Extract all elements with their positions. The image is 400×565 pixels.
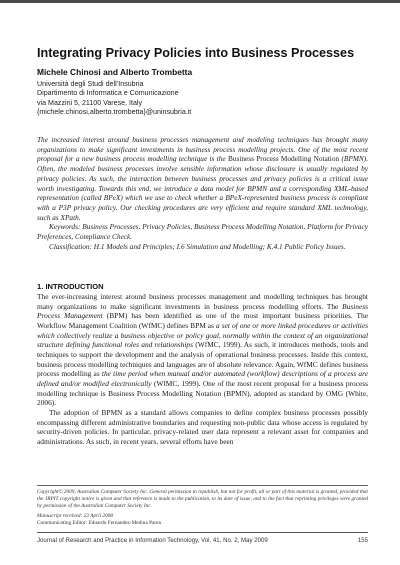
paragraph-1: The ever-increasing interest around business processes management and modelling techniques has brought many organizations to make significant investments in business process modelling efforts. The Business Process Management (BPM) has been identified as one of the most important business priorities. The Workflow Management Coalition (WfMC) defines BPM as a set of one or more linked procedures or activities which collectively realize a business objective or policy goal, normally within the context of an organizational structure defining functional roles and relationships (WfMC, 1999). As such, it introduces methods, tools and techniques to support the development and the analysis of operational business processes. Inside this context, business process modelling techniques and languages are of absolute relevance. Again, WfMC defines business process modelling as the time period when manual and/or automated (workflow) descriptions of a process are defined and/or modified electronically (WfMC, 1999). One of the most recent proposal for a business process modelling technique is Business Process Modelling Notation (BPMN), adopted as standard by OMG (White, 2006). [37,292,369,408]
journal-citation: Journal of Research and Practice in Information Technology, Vol. 41, No. 2, May 2009 [37,537,268,544]
affiliation-department: Dipartimento di Informatica e Comunicazione [37,89,179,98]
abstract-text-b: (BPMN). Often, the modeled business processes involve sensible information whose disclosure is usually regulated by privacy policies. As such, the interaction between business processes and privacy policies is a critical issue worth investigating. Towards this end, we introduce a data model for BPMN and a corresponding XML-based representation (called BPeX) which we use to check whether a BPeX-represented business process is compliant with a P3P privacy policy. Our checking procedures are very efficient and require standard XML technology, such as XPath. [37,154,369,222]
manuscript-received: Manuscript received: 23 April 2008 [37,513,113,519]
affiliation-address: via Mazzini 5, 21100 Varese, Italy [37,98,143,107]
communicating-editor: Communicating Editor: Eduardo Fernandez-Medina Paton [37,520,162,526]
paper-title: Integrating Privacy Policies into Business Processes [37,46,355,60]
copyright-notice: Copyright© 2009, Australian Computer Society Inc. General permission to republish, but not for profit, all or part of this material is granted, provided that the JRPIT copyright notice is given and that reference is made to the publication, to its date of issue, and to the fact that reprinting privileges were granted by permission of the Australian Computer Society Inc. [37,489,368,509]
manuscript-info [37,513,368,527]
abstract-text-a: The increased interest around business processes management and modeling techniques has brought many organizations to make significant investments in business process modelling projects. One of the most recent proposal for a new business process modelling technique is the [37,135,368,164]
page-number: 155 [357,537,368,544]
author-emails: {michele.chinosi,alberto.trombetta}@uninsubria.it [37,108,192,117]
body-text [37,292,368,447]
top-rule [0,0,400,3]
abstract [37,135,368,251]
abstract-bpmn-name: Business Process Modelling Notation [227,154,340,164]
keywords: Keywords: Business Processes, Privacy Policies, Business Process Modelling Notation, Platform for Privacy Preferences, Compliance Check. [37,222,368,242]
affiliation [37,80,367,118]
abstract-text [37,135,368,222]
paragraph-2: The adoption of BPMN as a standard allows companies to define complex business processes possibly encompassing different administrative boundaries and requesting non-public data whose access is regulated by security-driven policies. In particular, privacy-related user data represent a relevant asset for companies and administrations. As such, in recent years, several efforts have been [37,407,368,446]
classification: Classification: H.1 Models and Principles; I.6 Simulation and Modelling; K.4.1 Public Policy Issues. [49,241,346,251]
footer-rule [37,532,368,533]
affiliation-university: Università degli Studi dell’Insubria [37,80,144,88]
authors: Michele Chinosi and Alberto Trombetta [37,67,193,77]
section-heading: 1. INTRODUCTION [37,282,104,291]
footnote-divider [37,485,368,486]
